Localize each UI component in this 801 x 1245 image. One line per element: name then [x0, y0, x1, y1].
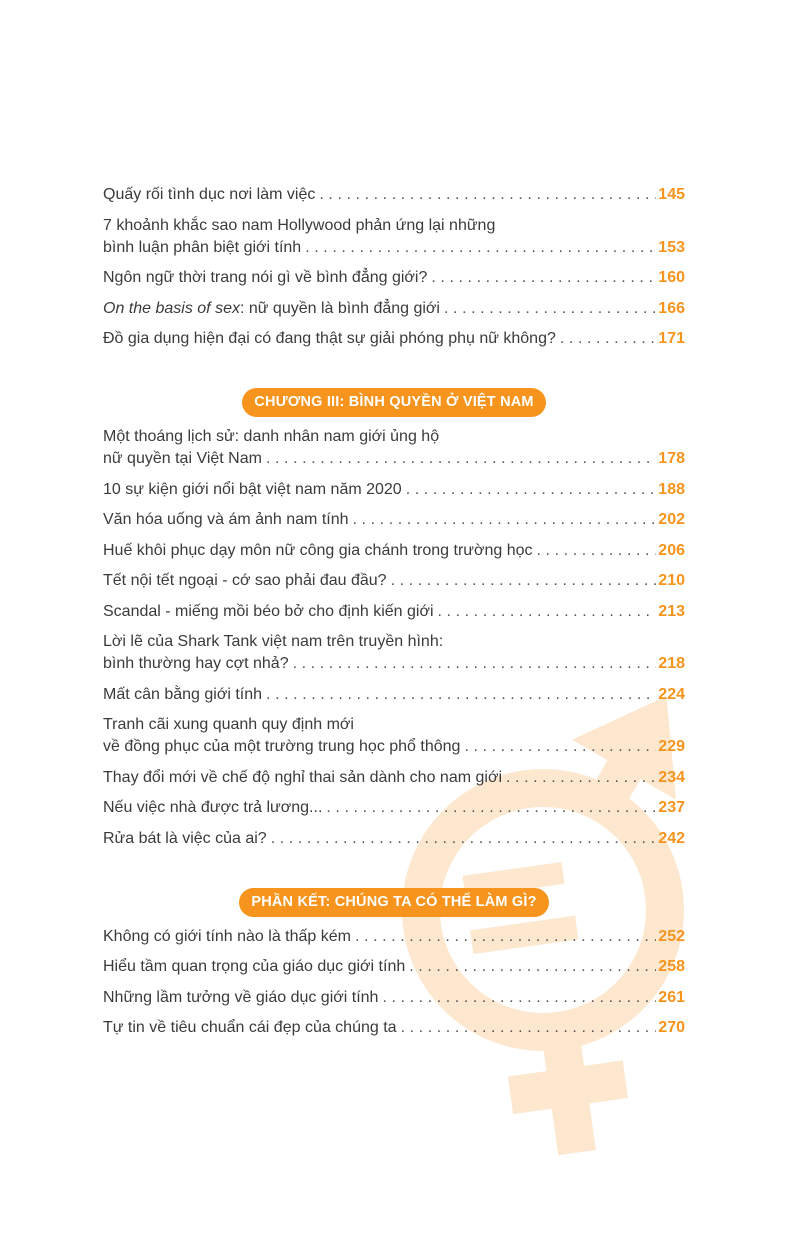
toc-entry[interactable] [103, 926, 685, 948]
toc-entry-title[interactable] [103, 267, 427, 289]
dot-leader [438, 601, 657, 623]
toc-page-number[interactable]: 258 [658, 958, 685, 975]
toc-entry-line [103, 479, 685, 501]
dot-leader [326, 797, 656, 819]
toc-entry-title[interactable] [103, 767, 502, 789]
toc-entry-title[interactable] [103, 509, 349, 531]
toc-entry-line [103, 570, 685, 592]
dot-leader [431, 267, 656, 289]
toc-entry-line [103, 328, 685, 350]
toc-page-number[interactable]: 171 [658, 330, 685, 347]
toc-entry-title[interactable] [103, 328, 556, 350]
toc-entry-title[interactable] [103, 237, 301, 259]
toc-entry[interactable] [103, 509, 685, 531]
toc-entry[interactable] [103, 797, 685, 819]
toc-entry[interactable] [103, 540, 685, 562]
toc-entry[interactable] [103, 426, 685, 470]
toc-entry-title[interactable] [103, 926, 351, 948]
toc-entry-line [103, 215, 685, 237]
toc-entry-title-text: Rửa bát là việc của ai? [103, 829, 267, 847]
toc-page-number[interactable]: 210 [658, 572, 685, 589]
toc-entry[interactable] [103, 956, 685, 978]
toc-page-number[interactable]: 166 [658, 299, 685, 317]
toc-entry-title[interactable] [103, 633, 443, 650]
dot-leader [391, 570, 657, 592]
toc-page-number[interactable]: 206 [658, 541, 685, 559]
toc-page-number[interactable]: 188 [658, 480, 685, 498]
toc-entry-line [103, 509, 685, 531]
toc-entry-line [103, 540, 685, 562]
toc-entry-line [103, 684, 685, 706]
toc-entry-line [103, 956, 685, 978]
toc-entry-title-text: bình thường hay cợt nhả? [103, 655, 289, 672]
toc-entry-title-text: Đồ gia dụng hiện đại có đang thật sự giải phóng phụ nữ không? [103, 330, 556, 347]
toc-entry-line [103, 184, 685, 206]
toc-page-number[interactable]: 270 [658, 1019, 685, 1036]
toc-entry-title[interactable] [103, 797, 322, 819]
toc-entry[interactable] [103, 714, 685, 758]
toc-entry-title-text: Tranh cãi xung quanh quy định mới [103, 716, 354, 733]
toc-entry[interactable] [103, 267, 685, 289]
toc-entry-title[interactable] [103, 716, 354, 733]
dot-leader [444, 298, 656, 320]
dot-leader [266, 448, 656, 470]
toc-entry-title-text: Nếu việc nhà được trả lương... [103, 799, 323, 816]
toc-entry-title-text: Quấy rối tình dục nơi làm việc [103, 186, 316, 203]
toc-entry-title[interactable] [103, 570, 387, 592]
dot-leader [271, 828, 657, 850]
toc-entry-title[interactable] [103, 653, 289, 675]
dot-leader [401, 1017, 657, 1039]
toc-entry-title[interactable] [103, 184, 315, 206]
toc-entry-title[interactable] [103, 448, 262, 470]
toc-entry-line [103, 298, 685, 320]
toc-page-number[interactable]: 178 [658, 450, 685, 467]
toc-page-number[interactable]: 242 [658, 829, 685, 847]
dot-leader [293, 653, 657, 675]
dot-leader [382, 987, 656, 1009]
toc-page-number[interactable]: 202 [658, 511, 685, 528]
dot-leader [319, 184, 656, 206]
toc-entry-title-text: Hiểu tầm quan trọng của giáo dục giới tính [103, 958, 406, 975]
toc-entry[interactable] [103, 328, 685, 350]
dot-leader [305, 237, 656, 259]
toc-entry-title[interactable] [103, 828, 267, 850]
toc-page-number[interactable]: 234 [658, 768, 685, 786]
toc-entry-title-text: 7 khoảnh khắc sao nam Hollywood phản ứng lại những [103, 216, 496, 234]
toc-entry-title-text: : nữ quyền là bình đẳng giới [239, 299, 440, 317]
toc-page-number[interactable]: 213 [658, 602, 685, 620]
toc-entry-line [103, 601, 685, 623]
dot-leader [537, 540, 657, 562]
dot-leader [355, 926, 656, 948]
toc-entry-title-text: Tết nội tết ngoại - cớ sao phải đau đầu? [103, 572, 387, 589]
toc-entry-title[interactable] [103, 987, 378, 1009]
toc-page-number[interactable]: 229 [658, 738, 685, 755]
dot-leader [353, 509, 657, 531]
toc-entry[interactable] [103, 479, 685, 501]
section-heading-wrap [103, 888, 685, 917]
toc-entry-title[interactable] [103, 217, 495, 234]
toc-entry-title-italic: On the basis of sex [103, 299, 240, 317]
toc-entry-line [103, 267, 685, 289]
toc-page-number[interactable]: 252 [658, 927, 685, 945]
toc-entry-line [103, 714, 685, 736]
toc-entry-title-text: bình luận phân biệt giới tính [103, 238, 302, 256]
toc-entry-line [103, 448, 685, 470]
toc-entry-title[interactable] [103, 684, 262, 706]
toc-entry[interactable] [103, 631, 685, 675]
toc-page-number[interactable]: 153 [658, 238, 685, 256]
toc-entry-title-text: Tự tin về tiêu chuẩn cái đẹp của chúng ta [103, 1019, 397, 1036]
toc-entry-title[interactable] [103, 736, 460, 758]
section-heading: CHƯƠNG III: BÌNH QUYỀN Ở VIỆT NAM [242, 388, 545, 417]
toc-entry-title-text: Huế khôi phục dạy môn nữ công gia chánh trong trường học [103, 541, 533, 559]
dot-leader [560, 328, 656, 350]
toc-entry-title-text: nữ quyền tại Việt Nam [103, 450, 262, 467]
toc-entry-title-text: Lời lẽ của Shark Tank việt nam trên truyền hình: [103, 633, 444, 650]
toc-entry-title-text: Một thoáng lịch sử: danh nhân nam giới ủng hộ [103, 428, 440, 445]
toc-page-number[interactable]: 261 [658, 988, 685, 1006]
toc-page-number[interactable]: 145 [658, 186, 685, 203]
toc-entry-line [103, 1017, 685, 1039]
toc-entry-title-text: Ngôn ngữ thời trang nói gì về bình đẳng giới? [103, 269, 428, 286]
toc-entry-title-text: Thay đổi mới về chế độ nghỉ thai sản dành cho nam giới [103, 768, 502, 786]
toc-page-number[interactable]: 218 [658, 655, 685, 672]
toc-entry-title[interactable] [103, 428, 439, 445]
table-of-contents [103, 184, 685, 1048]
toc-entry-title-text: 10 sự kiện giới nổi bật việt nam năm 2020 [103, 480, 402, 498]
toc-entry-line [103, 797, 685, 819]
toc-entry[interactable] [103, 767, 685, 789]
toc-entry[interactable] [103, 987, 685, 1009]
toc-entry-line [103, 237, 685, 259]
toc-entry[interactable] [103, 570, 685, 592]
toc-entry-title-text: Mất cân bằng giới tính [103, 685, 263, 703]
toc-page-number[interactable]: 224 [658, 685, 685, 703]
toc-entry[interactable] [103, 1017, 685, 1039]
toc-page-number[interactable]: 237 [658, 799, 685, 816]
toc-entry-title-text: về đồng phục của một trường trung học phổ thông [103, 738, 461, 755]
toc-entry-title[interactable] [103, 1017, 397, 1039]
dot-leader [266, 684, 656, 706]
toc-entry-line [103, 631, 685, 653]
toc-entry[interactable] [103, 684, 685, 706]
section-heading-wrap [103, 388, 685, 417]
dot-leader [406, 479, 657, 501]
toc-entry-line [103, 736, 685, 758]
toc-entry-title[interactable] [103, 956, 405, 978]
toc-entry-title[interactable] [103, 298, 440, 320]
section-heading: PHẦN KẾT: CHÚNG TA CÓ THỂ LÀM GÌ? [239, 888, 548, 917]
toc-entry-title-text: Những lầm tưởng về giáo dục giới tính [103, 988, 379, 1006]
toc-entry-line [103, 426, 685, 448]
toc-page-number[interactable]: 160 [658, 269, 685, 286]
toc-entry[interactable] [103, 828, 685, 850]
toc-entry-line [103, 767, 685, 789]
toc-entry[interactable] [103, 215, 685, 259]
toc-entry-line [103, 828, 685, 850]
toc-entry[interactable] [103, 298, 685, 320]
toc-entry[interactable] [103, 601, 685, 623]
toc-entry-title[interactable] [103, 601, 434, 623]
toc-entry-title-text: Văn hóa uống và ám ảnh nam tính [103, 511, 349, 528]
toc-entry-title[interactable] [103, 540, 533, 562]
toc-entry[interactable] [103, 184, 685, 206]
toc-entry-line [103, 926, 685, 948]
dot-leader [409, 956, 656, 978]
toc-entry-title-text: Không có giới tính nào là thấp kém [103, 927, 351, 945]
toc-entry-title-text: Scandal - miếng mồi béo bở cho định kiến giới [103, 602, 434, 620]
dot-leader [506, 767, 656, 789]
toc-entry-line [103, 653, 685, 675]
dot-leader [464, 736, 656, 758]
toc-entry-title[interactable] [103, 479, 402, 501]
toc-entry-line [103, 987, 685, 1009]
